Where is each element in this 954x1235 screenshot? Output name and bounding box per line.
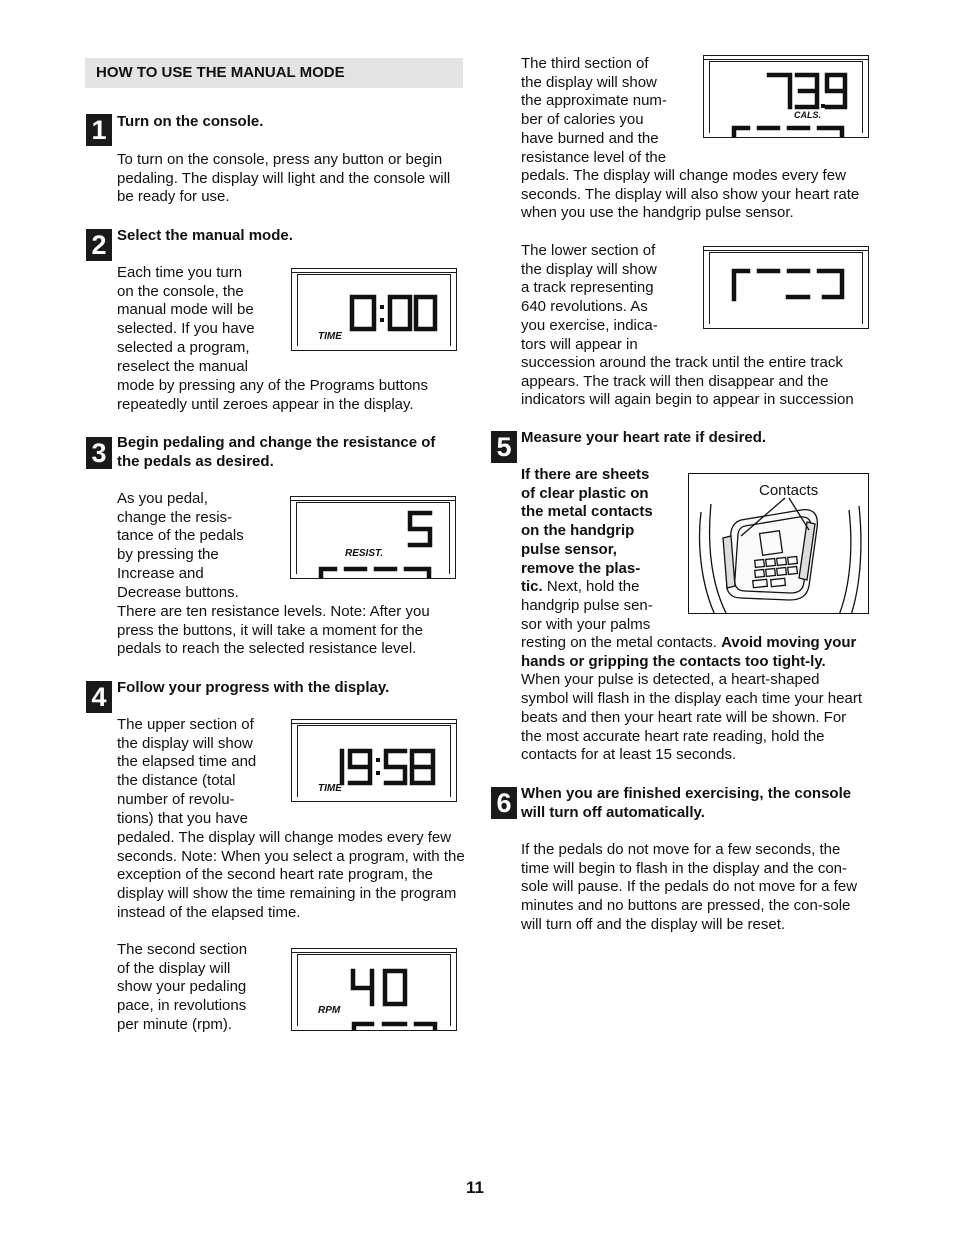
- text-line: a track representing: [521, 279, 654, 297]
- lcd-digits: [704, 56, 869, 138]
- text-line: pulse sensor,: [521, 540, 617, 558]
- text-line: Decrease buttons.: [117, 583, 239, 601]
- third-section-rest: pedals. The display will change modes every few seconds. The display will also show your heart rate when you use the handgrip pulse sensor.: [521, 167, 860, 222]
- step-4-heading: Follow your progress with the display.: [117, 679, 390, 696]
- text-line: of the display will: [117, 959, 231, 977]
- step-2-heading: Select the manual mode.: [117, 227, 293, 244]
- step-number-2: 2: [86, 229, 112, 261]
- step-4-body-rest: pedaled. The display will change modes every few seconds. Note: When you select a program, with the exception of the second heart rate program, the display will show the time remaining in the program instead of the elapsed time.: [117, 829, 465, 921]
- time-display-elapsed: [291, 719, 457, 802]
- text-line: tions) that you have: [117, 809, 248, 827]
- step-3-body-rest: There are ten resistance levels. Note: After you press the buttons, it will take a moment for the pedals to reach the selected resistance level.: [117, 603, 430, 658]
- text-line: resistance level of the: [521, 148, 667, 166]
- step-1-heading: Turn on the console.: [117, 113, 264, 130]
- display-label: RESIST.: [345, 548, 384, 559]
- step-number-3: 3: [86, 437, 112, 469]
- text-line: Each time you turn: [117, 264, 243, 281]
- lcd-digits: [292, 720, 457, 802]
- step-number-1: 1: [86, 114, 112, 146]
- text-line: number of revolu-: [117, 790, 235, 808]
- section-title: HOW TO USE THE MANUAL MODE: [96, 64, 345, 81]
- rpm-display: [291, 948, 457, 1031]
- step-3-heading: [117, 434, 462, 471]
- contacts-label: Contacts: [759, 482, 819, 499]
- display-label: TIME: [318, 331, 342, 342]
- text-fragment: When your pulse is detected, a heart-shaped symbol will flash in the display each time your heart beats and then your heart rate will be shown. For the most accurate heart rate reading, hold the contacts for at least 15 seconds.: [521, 671, 862, 764]
- text-line: The upper section of: [117, 716, 254, 733]
- text-line: tance of the pedals: [117, 527, 244, 545]
- step-1-body: To turn on the console, press any button or begin pedaling. The display will light and the console will be ready for use.: [117, 151, 451, 206]
- calories-display: [703, 55, 869, 138]
- page-number: 11: [466, 1178, 484, 1197]
- text-line: remove the plas-: [521, 559, 641, 577]
- display-label: RPM: [318, 1005, 341, 1016]
- lower-section-rest: succession around the track until the entire track appears. The track will then disappear and the indicators will again begin to appear in succession: [521, 354, 854, 409]
- text-line: The lower section of: [521, 242, 656, 259]
- text-line: per minute (rpm).: [117, 1015, 233, 1033]
- text-line: you exercise, indica-: [521, 316, 658, 334]
- text-line: Increase and: [117, 564, 204, 582]
- heading-line: When you are finished exercising, the console: [521, 785, 852, 802]
- step-6-heading: [521, 785, 871, 822]
- text-line: change the resis-: [117, 508, 233, 526]
- text-line: the approximate num-: [521, 92, 667, 110]
- step-number-5: 5: [491, 431, 517, 463]
- text-line: the display will show: [521, 73, 657, 91]
- track-display: [703, 246, 869, 329]
- display-label: TIME: [318, 783, 342, 794]
- text-fragment: Next, hold the: [542, 578, 640, 596]
- section-header: [85, 58, 463, 88]
- text-line: on the console, the: [117, 282, 244, 300]
- lcd-track: [704, 247, 869, 329]
- text-line: the distance (total: [117, 772, 236, 790]
- text-line: selected. If you have: [117, 320, 255, 338]
- text-line: have burned and the: [521, 129, 659, 147]
- text-line: by pressing the: [117, 546, 219, 564]
- text-line: As you pedal,: [117, 490, 208, 507]
- step-2-side-text: [117, 264, 292, 376]
- lcd-digits: [292, 269, 457, 351]
- display-label: CALS.: [794, 110, 821, 120]
- heading-line: will turn off automatically.: [521, 803, 705, 821]
- warning-text: Avoid moving your hands or gripping the contacts too tight-ly.: [521, 634, 857, 670]
- text-line: [521, 578, 691, 597]
- lcd-digits: [292, 949, 457, 1031]
- step-4-side-text: [117, 716, 292, 828]
- heading-line: the pedals as desired.: [117, 452, 274, 470]
- resistance-display: [290, 496, 456, 579]
- text-line: manual mode will be: [117, 301, 254, 319]
- bold-fragment: tic.: [521, 578, 543, 596]
- step-3-side-text: [117, 490, 292, 602]
- text-line: ber of calories you: [521, 111, 644, 129]
- handgrip-figure: [688, 473, 869, 614]
- text-line: pace, in revolutions: [117, 997, 247, 1015]
- text-line: If there are sheets: [521, 466, 650, 483]
- text-line: reselect the manual: [117, 357, 248, 375]
- text-line: on the handgrip: [521, 522, 635, 540]
- lower-section-side-text: [521, 242, 706, 354]
- text-line: The third section of: [521, 55, 649, 72]
- step-5-body-rest: [521, 634, 866, 765]
- text-line: the display will show: [117, 734, 253, 752]
- step-number-4: 4: [86, 681, 112, 713]
- step-number-6: 6: [491, 787, 517, 819]
- text-line: selected a program,: [117, 338, 250, 356]
- text-line: the metal contacts: [521, 503, 653, 521]
- text-line: the display will show: [521, 260, 657, 278]
- step-5-side-text: [521, 466, 691, 634]
- step-5-heading: Measure your heart rate if desired.: [521, 429, 767, 446]
- step-2-body-rest: mode by pressing any of the Programs buttons repeatedly until zeroes appear in the display.: [117, 377, 429, 413]
- lcd-digits: [291, 497, 456, 579]
- time-display-zero: [291, 268, 457, 351]
- heading-line: Begin pedaling and change the resistance of: [117, 434, 436, 451]
- text-line: tors will appear in: [521, 335, 638, 353]
- step-6-body: If the pedals do not move for a few seconds, the time will begin to flash in the display and the con-sole will pause. If the pedals do not move for a few minutes and no buttons are pressed, the con-sole will turn off and the display will be reset.: [521, 841, 858, 933]
- text-line: the elapsed time and: [117, 753, 257, 771]
- text-line: 640 revolutions. As: [521, 298, 648, 316]
- text-fragment: resting on the metal contacts.: [521, 634, 722, 651]
- text-line: of clear plastic on: [521, 484, 649, 502]
- step-4-second-section: [117, 941, 292, 1035]
- text-line: show your pedaling: [117, 978, 247, 996]
- text-line: The second section: [117, 941, 248, 958]
- third-section-side-text: [521, 55, 706, 167]
- text-line: handgrip pulse sen-: [521, 596, 653, 614]
- text-line: sor with your palms: [521, 615, 651, 633]
